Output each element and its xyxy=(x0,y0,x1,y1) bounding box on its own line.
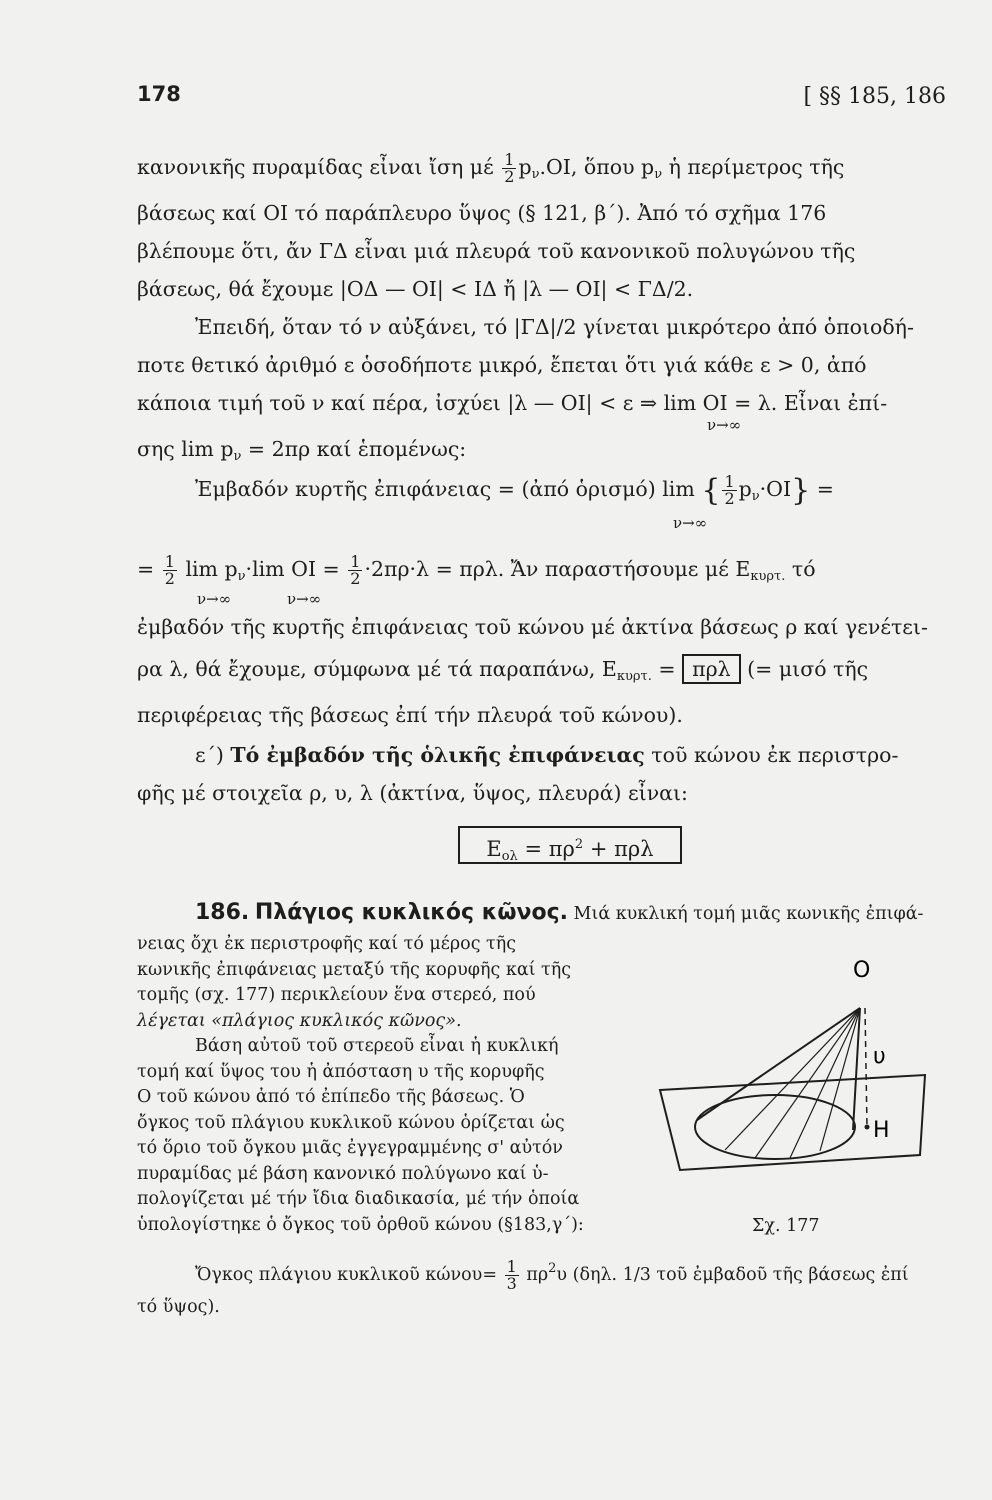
cone-side-left xyxy=(697,1008,860,1120)
line-5: Ἐπειδή, ὅταν τό ν αὐξάνει, τό |ΓΔ|/2 γίνεται μικρότερο ἀπό ὁποιοδή- xyxy=(195,315,914,339)
calc-line: = $\frac{1}{2}$ $\lim p_\nu\cdot\lim$ OI = $\frac{1}{2}$ ·2πρ·λ = πρλ. Ἄν παραστήσουμε μέ $E_{\kappa\upsilon\rho\tau.}$ τό ν→∞ ν→∞ xyxy=(137,552,816,608)
convex-area-paragraph: ἐμβαδόν τῆς κυρτῆς ἐπιφάνειας τοῦ κώνου μέ ἀκτίνα βάσεως ρ καί γενέτει- ρα λ, θά ἔχουμε, σύμφωνα μέ τά παραπάνω, $E_{\kappa\upsilon\rho\tau.} = \pi\rho\lambda$ (= μισό τῆς περιφέρειας τῆς βάσεως ἐπί τήν πλευρά τοῦ κώνου). xyxy=(137,615,928,727)
total-area-formula: $E_{o\lambda} = \pi\rho^2 + \pi\rho\lambda$ xyxy=(458,826,682,864)
oblique-cone-figure xyxy=(655,955,945,1235)
lim-subscript: ν→∞ xyxy=(673,514,708,532)
fraction-half: $\frac{1}{2}$ xyxy=(504,150,515,186)
area-definition: Ἐμβαδόν κυρτῆς ἐπιφάνειας = (ἀπό ὁρισμό) lim { $\frac{1}{2}$ $p_\nu\cdot OI$} = ν→∞ xyxy=(137,470,949,516)
section-title: Πλάγιος κυκλικός κῶνος. xyxy=(254,900,568,925)
height-line xyxy=(865,1008,867,1127)
fraction-half: $\frac{1}{2}$ xyxy=(350,552,361,588)
line-8: ν→∞ σης $\lim p_\nu = 2\pi\rho$ καί ἑπομένως: xyxy=(137,430,949,476)
section-number: 186. xyxy=(195,900,250,925)
top-paragraph xyxy=(137,148,949,308)
fraction-third: $\frac{1}{3}$ xyxy=(506,1257,517,1293)
section-186-text: νειας ὄχι ἐκ περιστροφῆς καί τό μέρος τῆς κωνικῆς ἐπιφάνειας μεταξύ τῆς κορυφῆς καί τῆς τομῆς (σχ. 177) περικλείουν ἕνα στερεό, πού λέγεται «πλάγιος κυκλικός κῶνος». Βάση αὐτοῦ τοῦ στερεοῦ εἶναι ἡ κυκλική τομή καί ὕψος του ἡ ἀπόσταση υ τῆς κορυφῆς O τοῦ κώνου ἀπό τό ἐπίπεδο τῆς βάσεως. Ὁ ὄγκος τοῦ πλάγιου κυκλικοῦ κώνου ὁρίζεται ὡς τό ὅριο τοῦ ὄγκου μιᾶς ἐγγεγραμμένης σ' αὐτόν πυραμίδας μέ βάση κανονικό πολύγωνο καί ὑ- πολογίζεται μέ τήν ἴδια διαδικασία, μέ τήν ὁποία ὑπολογίστηκε ὁ ὄγκος τοῦ ὀρθοῦ κώνου (§183,γ΄): xyxy=(137,934,584,1235)
limit-paragraph xyxy=(137,308,949,476)
apex-label: O xyxy=(853,958,871,983)
foot-point xyxy=(865,1125,870,1130)
line-3: βλέπουμε ὅτι, ἄν ΓΔ εἶναι μιά πλευρά τοῦ κανονικοῦ πολυγώνου τῆς xyxy=(137,239,856,263)
total-area-heading: Τό ἐμβαδόν τῆς ὁλικῆς ἐπιφάνειας xyxy=(230,743,645,767)
figure-caption: Σχ. 177 xyxy=(752,1216,820,1236)
line-2: βάσεως καί OI τό παράπλευρο ὕψος (§ 121, β΄). Ἀπό τό σχῆμα 176 xyxy=(137,201,827,225)
foot-label: H xyxy=(873,1118,890,1143)
boxed-result: πρλ xyxy=(682,654,741,684)
page-number: 178 xyxy=(137,82,181,106)
lim-subscript: ν→∞ xyxy=(707,416,742,434)
total-area-paragraph: ε΄) Τό ἐμβαδόν τῆς ὁλικῆς ἐπιφάνειας τοῦ κώνου ἐκ περιστρο- φῆς μέ στοιχεῖα ρ, υ, λ (ἀκτίνα, ὕψος, πλευρά) εἶναι: xyxy=(137,743,899,805)
height-label: υ xyxy=(873,1044,886,1069)
line-7: κάποια τιμή τοῦ ν καί πέρα, ἰσχύει |λ — OI| < ε ⇒ lim OI = λ. Εἶναι ἐπί- xyxy=(137,391,888,415)
fraction-half: $\frac{1}{2}$ xyxy=(164,552,175,588)
cone-side-right xyxy=(853,1008,860,1130)
line-6: ποτε θετικό ἀριθμό ε ὁσοδήποτε μικρό, ἔπεται ὅτι γιά κάθε ε > 0, ἀπό xyxy=(137,353,867,377)
line-1: κανονικῆς πυραμίδας εἶναι ἴση μέ $\frac{1}{2}$ $p_\nu.OI$, ὅπου $p_\nu$ ἡ περίμετρος τῆς xyxy=(137,150,845,186)
fraction-half: $\frac{1}{2}$ xyxy=(724,472,735,508)
line-4: βάσεως, θά ἔχουμε |ΟΔ — OI| < ΙΔ ἤ |λ — OI| < ΓΔ/2. xyxy=(137,277,694,301)
section-186-heading: 186. Πλάγιος κυκλικός κῶνος. Μιά κυκλική τομή μιᾶς κωνικῆς ἐπιφά- xyxy=(195,900,924,925)
section-range: [ §§ 185, 186 xyxy=(803,84,946,109)
volume-formula-line: Ὄγκος πλάγιου κυκλικοῦ κώνου= $\frac{1}{3}$ $\pi\rho^2\upsilon$ (δηλ. 1/3 τοῦ ἐμβαδοῦ τῆς βάσεως ἐπί τό ὕψος). xyxy=(137,1257,909,1317)
